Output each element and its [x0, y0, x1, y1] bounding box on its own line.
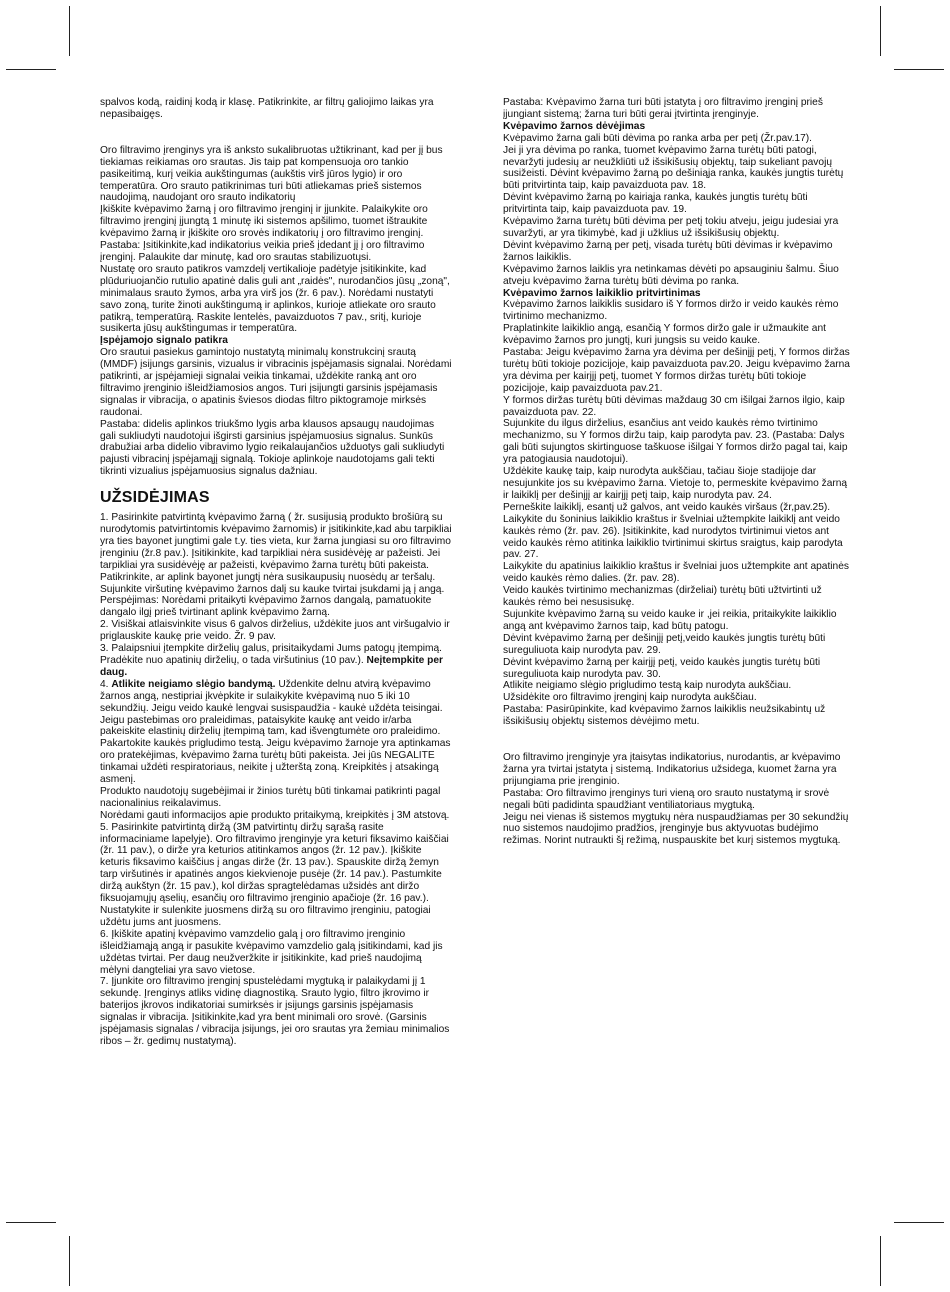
paragraph: Dėvint kvėpavimo žarną per kairįjį petį, veido kaukės jungtis turėtų būti sureguliuota kaip nurodyta pav. 30. — [503, 656, 821, 680]
right-column — [503, 97, 853, 847]
paragraph: Uždėkite kaukę taip, kaip nurodyta aukščiau, tačiau šioje stadijoje dar nesujunkite jos su kvėpavimo žarna. Vietoje to, permeskite kvėpavimo žarną ir laikiklį per dešinįjį ar kairįjį petį taip, kaip nurodyta pav. 24. — [503, 466, 848, 501]
crop-mark — [880, 1236, 881, 1286]
paragraph: Dėvint kvėpavimo žarną po kairiąja ranka, kaukės jungtis turėtų būti pritvirtinta taip, kaip pavaizduota pav. 19. — [503, 192, 808, 216]
section-heading: UŽSIDĖJIMAS — [100, 489, 210, 507]
paragraph: 5. Pasirinkite patvirtintą diržą (3M patvirtintų diržų sąrašą rasite informaciniame lapelyje). Oro filtravimo įrenginyje yra keturi fiksavimo kaiščiai (žr. 11 pav.), o dirže yra keturios atitinkamos angos (žr. 12 pav.). Įkiškite keturis fiksavimo kaiščius į angas dirže (žr. 13 pav.). Spauskite diržą žemyn tarp viršutinės ir apatinės angos kiekvienoje pusėje (žr. 14 pav.). Pastumkite diržą aukštyn (žr. 15 pav.), kol diržas spragtelėdamas užsidės ant diržo fiksuojamųjų ąselių, esančių oro filtravimo įrenginio apačioje (žr. 16 pav.). Nustatykite ir sulenkite juosmens diržą su oro filtravimo įrenginiu, patogiai uždėtu jums ant juosmens. — [100, 821, 449, 928]
subheading: Kvėpavimo žarnos laikiklio pritvirtinimas — [503, 287, 701, 299]
crop-mark — [69, 1236, 70, 1286]
paragraph: Sujunkite du ilgus dirželius, esančius ant veido kaukės rėmo tvirtinimo mechanizmo, su Y formos diržu taip, kaip parodyta pav. 23. (Pastaba: Dalys gali būti sujungtos skirtinguose taškuose išilgai Y formos diržo pagal tai, kaip yra patogiausia naudotojui). — [503, 418, 848, 466]
paragraph: Laikykite du šoninius laikiklio kraštus ir švelniai užtempkite laikiklį ant veido kaukės rėmo (žr. pav. 26). Įsitikinkite, kad nurodytos tvirtinimui vietos ant veido kaukės rėmo atitinka laikiklio tvirtinimui skirtus sraigtus, kaip parodyta pav. 27. — [503, 513, 843, 561]
paragraph: spalvos kodą, raidinį kodą ir klasę. Patikrinkite, ar filtrų galiojimo laikas yra nepasibaigęs. — [100, 97, 434, 120]
subheading: Įspėjamojo signalo patikra — [100, 335, 228, 347]
paragraph: Oro filtravimo įrenginys yra iš anksto sukalibruotas užtikrinant, kad per jį bus tiekiamas reikiamas oro srautas. Jis taip pat kompensuoja oro tankio pasikeitimą, kurį veikia aukštingumas (aukštis virš jūros lygio) ir oro temperatūra. Oro srauto patikrinimas turi būti atliekamas prieš sistemos naudojimą, naudojant oro srauto indikatorių — [100, 144, 443, 204]
paragraph: Produkto naudotojų sugebėjimai ir žinios turėtų būti tinkamai patikrinti pagal nacionalinius reikalavimus. — [100, 785, 441, 809]
paragraph: Jeigu nei vienas iš sistemos mygtukų nėra nuspaudžiamas per 30 sekundžių nuo sistemos naudojimo pradžios, įrenginyje bus aktyvuotas budėjimo režimas. Norint nutraukti šį režimą, nuspauskite bet kurį sistemos mygtuką. — [503, 811, 849, 847]
paragraph: Oro srautui pasiekus gamintojo nustatytą minimalų konstrukcinį srautą (MMDF) įsijungs garsinis, vizualus ir vibracinis įspėjamasis signalai. Norėdami patikrinti, ar įspėjamieji signalai veikia tinkamai, uždėkite ranką ant oro filtravimo įrenginio išleidžiamosios angos. Turi įsijungti garsinis įspėjamasis signalas ir vibracija, o apatinis šviesos diodas filtro piktogramoje mirksės raudonai. — [100, 347, 452, 418]
paragraph: Dėvint kvėpavimo žarną per petį, visada turėtų būti dėvimas ir kvėpavimo žarnos laikiklis. — [503, 239, 833, 263]
paragraph: Nustatę oro srauto patikros vamzdelį vertikalioje padėtyje įsitikinkite, kad plūduriuojančio rutulio apatinė dalis guli ant „raidės", nurodančios jūsų „zoną", minimalaus srauto žymos, arba yra virš jos (žr. 6 pav.). Norėdami nustatyti savo zoną, turite žinoti aukštingumą ir aplinkos, kurioje atliekate oro srauto patikrą, temperatūrą. Raskite lentelės, pavaizduotos 7 pav., sritį, kurioje susikerta jūsų aukštingumas ir temperatūra. — [100, 263, 450, 335]
paragraph: Pastaba: didelis aplinkos triukšmo lygis arba klausos apsaugų naudojimas gali sukliudyti naudotojui išgirsti garsinius įspėjamuosius signalus. Sunkūs drabužiai arba didelio vibravimo lygio reikalaujančios užduotys gali sukliudyti pajusti vibracinį įspėjamąjį signalą. Tokioje aplinkoje naudotojams gali tekti tikrinti vizualius įspėjamuosius signalus dažniau. — [100, 418, 445, 478]
paragraph: Pastaba: Oro filtravimo įrenginys turi vieną oro srauto nustatymą ir srovė negali būti padidinta spaudžiant ventiliatoriaus mygtuką. — [503, 787, 830, 811]
paragraph: Sujunkite kvėpavimo žarną su veido kauke ir ,jei reikia, pritaikykite laikiklio angą ant kvėpavimo žarnos taip, kad būtų patogu. — [503, 608, 837, 632]
paragraph: 6. Įkiškite apatinį kvėpavimo vamzdelio galą į oro filtravimo įrenginio išleidžiamąją angą ir pasukite kvėpavimo vamzdelio galą įsitikindami, kad jis uždėtas tvirtai. Per daug neužveržkite ir įsitikinkite, kad prieš naudojimą mėlyni dangteliai yra savo vietose. — [100, 928, 443, 976]
paragraph: Kvėpavimo žarna gali būti dėvima po ranka arba per petį (Žr.pav.17). — [503, 132, 812, 144]
paragraph: 3. Palaipsniui įtempkite dirželių galus, prisitaikydami Jums patogų įtempimą. Pradėkite nuo apatinių dirželių, o tada viršutinius (10 pav.). Neįtempkite per daug. — [100, 643, 443, 678]
paragraph: Sujunkite viršutinę kvėpavimo žarnos dalį su kauke tvirtai įsukdami ją į angą. — [100, 583, 445, 595]
paragraph: 7. Įjunkite oro filtravimo įrenginį spustelėdami mygtuką ir palaikydami jį 1 sekundę. Įrenginys atliks vidinę diagnostiką. Srauto lygio, filtro įkrovimo ir baterijos įkrovos indikatoriai sumirksės ir įsijungs garsinis įspėjamasis signalas ir vibracija. Įsitikinkite,kad yra bent minimali oro srovė. (Garsinis įspėjamasis signalas / vibracija įsijungs, jei oro srautas yra žemiau minimalios ribos – žr. gedimų nustatymą). — [100, 976, 450, 1047]
crop-mark — [880, 6, 881, 56]
crop-mark — [894, 69, 944, 70]
paragraph: Pastaba: Pasirūpinkite, kad kvėpavimo žarnos laikiklis neužsikabintų už išsikišusių objektų sistemos dėvėjimo metu. — [503, 704, 826, 728]
paragraph: 4. Atlikite neigiamo slėgio bandymą. Uždenkite delnu atvirą kvėpavimo žarnos angą, nestipriai įkvėpkite ir sulaikykite kvėpavimą nuo 5 iki 10 sekundžių. Jeigu veido kaukė lengvai susispaudžia - kaukė uždėta teisingai. Jeigu pastebimas oro praleidimas, pataisykite kaukę ant veido ir/arba pakeiskite elastinių dirželių įtempimą tam, kad išvengtumėte oro praleidimo. Pakartokite kaukės prigludimo testą. Jeigu kvėpavimo žarnoje yra aptinkamas oro pratekėjimas, kvėpavimo žarna turėtų būti pakeista. Jei jūs NEGALITE tinkamai uždėti respiratoriaus, neikite į užterštą zoną. Kreipkitės į atsakingą asmenį. — [100, 678, 451, 786]
paragraph: 1. Pasirinkite patvirtintą kvėpavimo žarną ( žr. susijusią produkto brošiūrą su nurodytomis patvirtintomis kvėpavimo žarnomis) ir įsitikinkite,kad abu tarpikliai yra ties bayonet jungtimi gale t.y. ties vieta, kur žarna jungiasi su oro filtravimo įrenginiu (žr.8 pav.). Įsitikinkite, kad tarpikliai nėra susidėvėję ar pažeisti. Jei tarpikliai yra susidėvėję ar pažeisti, kvėpavimo žarna turėtų būti pakeista. Patikrinkite, ar aplink bayonet jungtį nėra susikaupusių nuosėdų ar teršalų. — [100, 512, 452, 583]
paragraph: Jei ji yra dėvima po ranka, tuomet kvėpavimo žarna turėtų būti patogi, nevaržyti judesių ar neužkliūti už išsikišusių objektų, taip sukeliant pavojų susižeisti. Dėvint kvėpavimo žarną po dešiniąja ranka, kaukės jungtis turėtų būti pritvirtinta taip, kaip pavaizduota pav. 18. — [503, 144, 844, 192]
paragraph: Pastaba: Įsitikinkite,kad indikatorius veikia prieš įdedant jį į oro filtravimo įrenginį. Palaukite dar minutę, kad oro srautas stabilizuotųsi. — [100, 240, 425, 263]
left-column — [100, 97, 452, 1048]
paragraph: Dėvint kvėpavimo žarną per dešinįjį petį,veido kaukės jungtis turėtų būti sureguliuota kaip nurodyta pav. 29. — [503, 632, 826, 656]
crop-mark — [894, 1222, 944, 1223]
paragraph: Atlikite neigiamo slėgio prigludimo testą kaip nurodyta aukščiau. — [503, 680, 792, 692]
paragraph: Laikykite du apatinius laikiklio kraštus ir švelniai juos užtempkite ant apatinės veido kaukės rėmo dalies. (žr. pav. 28). — [503, 561, 849, 585]
paragraph: Kvėpavimo žarna turėtų būti dėvima per petį tokiu atveju, jeigu judesiai yra suvaržyti, ar yra tikimybė, kad ji užklius už išsikišusių objektų. — [503, 216, 839, 239]
paragraph: Perspėjimas: Norėdami pritaikyti kvėpavimo žarnos dangalą, pamatuokite dangalo ilgį prieš tvirtinant aplink kvėpavimo žarną. — [100, 595, 432, 619]
subheading: Kvėpavimo žarnos dėvėjimas — [503, 120, 646, 132]
paragraph: 2. Visiškai atlaisvinkite visus 6 galvos dirželius, uždėkite juos ant viršugalvio ir priglauskite kaukę prie veido. Žr. 9 pav. — [100, 619, 450, 643]
paragraph: Pastaba: Kvėpavimo žarna turi būti įstatyta į oro filtravimo įrenginį prieš įjungiant sistemą; žarna turi būti gerai įtvirtinta įrenginyje. — [503, 97, 823, 120]
paragraph: Praplatinkite laikiklio angą, esančią Y formos diržo gale ir užmaukite ant kvėpavimo žarnos pro jungtį, kuri jungsis su veido kauke. — [503, 323, 826, 347]
crop-mark — [6, 69, 56, 70]
paragraph: Norėdami gauti informacijos apie produkto pritaikymą, kreipkitės į 3M atstovą. — [100, 809, 450, 821]
paragraph: Užsidėkite oro filtravimo įrenginį kaip nurodyta aukščiau. — [503, 692, 757, 704]
paragraph: Kvėpavimo žarnos laikiklis susidaro iš Y formos diržo ir veido kaukės rėmo tvirtinimo mechanizmo. — [503, 299, 839, 323]
paragraph: Kvėpavimo žarnos laiklis yra netinkamas dėvėti po apsauginiu šalmu. Šiuo atveju kvėpavimo žarna turėtų būti dėvima po ranka. — [503, 263, 839, 287]
paragraph: Veido kaukės tvirtinimo mechanizmas (dirželiai) turėtų būti užtvirtinti už kaukės rėmo bei nesusisukę. — [503, 585, 822, 609]
paragraph: Y formos diržas turėtų būti dėvimas maždaug 30 cm išilgai žarnos ilgio, kaip pavaizduota pav. 22. — [503, 394, 845, 418]
paragraph: Įkiškite kvėpavimo žarną į oro filtravimo įrenginį ir įjunkite. Palaikykite oro filtravimo įrenginį įjungtą 1 minutę iki sistemos apšilimo, tuomet ištraukite kvėpavimo žarną ir įkiškite oro srovės indikatorių į oro filtravimo įrenginį. — [100, 204, 428, 240]
paragraph: Pastaba: Jeigu kvėpavimo žarna yra dėvima per dešinįjį petį, Y formos diržas turėtų būti tokioje pozicijoje, kaip pavaizduota pav.20. Jeigu kvėpavimo žarna yra dėvima per kairįjį petį, tuomet Y formos diržas turėtų būti tokioje pozicijoje, kaip pavaizduota pav.21. — [503, 347, 850, 394]
paragraph: Oro filtravimo įrenginyje yra įtaisytas indikatorius, nurodantis, ar kvėpavimo žarna yra tvirtai įstatyta į sistemą. Indikatorius užsidega, kuomet žarna yra prijungiama prie įrenginio. — [503, 752, 841, 787]
crop-mark — [69, 6, 70, 56]
paragraph: Perneškite laikiklį, esantį už galvos, ant veido kaukės viršaus (žr,pav.25). — [503, 501, 831, 513]
crop-mark — [6, 1222, 56, 1223]
